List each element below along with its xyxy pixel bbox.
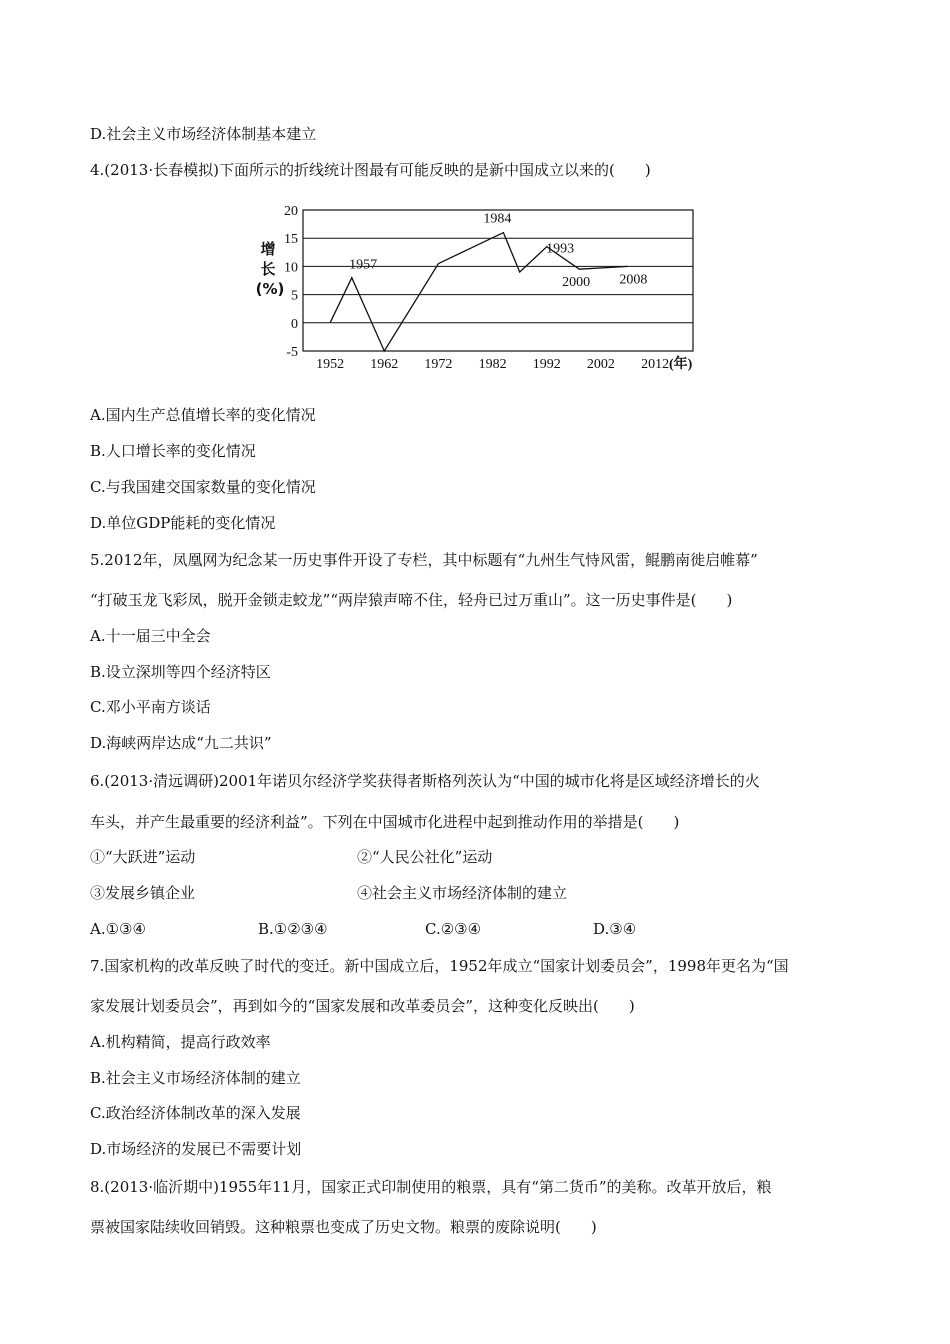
q6-stem-line2: 车头，并产生最重要的经济利益”。下列在中国城市化进程中起到推动作用的举措是( ) (90, 813, 680, 831)
q6-item-1: ①“大跃进”运动 (90, 848, 196, 866)
q7-option-a: A.机构精简，提高行政效率 (90, 1033, 271, 1051)
y-tick-label: 20 (284, 204, 298, 219)
q7-option-d: D.市场经济的发展已不需要计划 (90, 1140, 302, 1158)
q6-item-2: ②“人民公社化”运动 (357, 848, 493, 866)
data-annotation: 1984 (483, 211, 512, 227)
y-axis-label-char: (%) (255, 280, 285, 298)
q6-item-4: ④社会主义市场经济体制的建立 (357, 884, 568, 902)
data-annotation: 2008 (619, 272, 648, 288)
line-chart (248, 196, 718, 378)
q6-stem-line1: 6.(2013·清远调研)2001年诺贝尔经济学奖获得者斯格列茨认为“中国的城市化将是区域经济增长的火 (90, 772, 760, 790)
y-tick-label: 10 (284, 260, 298, 276)
x-axis-unit: (年) (669, 357, 693, 372)
q6-item-3: ③发展乡镇企业 (90, 884, 196, 902)
data-annotation: 2000 (562, 275, 591, 291)
q5-stem-line1: 5.2012年，凤凰网为纪念某一历史事件开设了专栏，其中标题有“九州生气恃风雷，鲲鹏南徙启帷幕” (90, 551, 758, 569)
q3-option-d: D.社会主义市场经济体制基本建立 (90, 125, 317, 143)
q7-stem-line1: 7.国家机构的改革反映了时代的变迁。新中国成立后，1952年成立“国家计划委员会”，1998年更名为“国 (90, 957, 789, 975)
y-tick-label: 15 (284, 232, 298, 248)
data-annotation: 1957 (349, 257, 378, 273)
q5-stem-line2: “打破玉龙飞彩凤，脱开金锁走蛟龙”“两岸猿声啼不住，轻舟已过万重山”。这一历史事件是( ) (90, 591, 733, 609)
q6-option-b: B.①②③④ (258, 920, 328, 938)
q5-option-a: A.十一届三中全会 (90, 627, 211, 645)
q5-option-d: D.海峡两岸达成“九二共识” (90, 734, 272, 752)
x-tick-label: 1952 (316, 357, 345, 372)
y-axis-label-char: 长 (260, 260, 276, 278)
q7-option-b: B.社会主义市场经济体制的建立 (90, 1069, 301, 1087)
y-tick-label: 0 (291, 316, 298, 332)
q4-option-c: C.与我国建交国家数量的变化情况 (90, 478, 316, 496)
q8-stem-line1: 8.(2013·临沂期中)1955年11月，国家正式印制使用的粮票，具有“第二货币”的美称。改革开放后，粮 (90, 1178, 772, 1196)
q7-option-c: C.政治经济体制改革的深入发展 (90, 1104, 301, 1122)
data-annotation: 1993 (546, 241, 575, 257)
q4-stem: 4.(2013·长春模拟)下面所示的折线统计图最有可能反映的是新中国成立以来的( ) (90, 161, 651, 179)
y-tick-label: -5 (286, 345, 298, 360)
x-tick-label: 2012 (641, 357, 670, 372)
x-tick-label: 2002 (586, 357, 615, 372)
q4-option-d: D.单位GDP能耗的变化情况 (90, 514, 276, 532)
q7-stem-line2: 家发展计划委员会”，再到如今的“国家发展和改革委员会”，这种变化反映出( ) (90, 997, 635, 1015)
q6-option-a: A.①③④ (90, 920, 146, 938)
x-tick-label: 1972 (424, 357, 453, 372)
q5-option-c: C.邓小平南方谈话 (90, 698, 211, 716)
q5-option-b: B.设立深圳等四个经济特区 (90, 663, 271, 681)
y-tick-label: 5 (291, 288, 298, 304)
q4-option-a: A.国内生产总值增长率的变化情况 (90, 406, 316, 424)
x-tick-label: 1982 (478, 357, 507, 372)
series-line (330, 233, 628, 351)
y-axis-label-char: 增 (260, 240, 276, 258)
q8-stem-line2: 票被国家陆续收回销毁。这种粮票也变成了历史文物。粮票的废除说明( ) (90, 1218, 597, 1236)
x-tick-label: 1962 (370, 357, 399, 372)
q6-option-c: C.②③④ (425, 920, 482, 938)
q6-option-d: D.③④ (593, 920, 637, 938)
q4-option-b: B.人口增长率的变化情况 (90, 442, 256, 460)
x-tick-label: 1992 (532, 357, 561, 372)
